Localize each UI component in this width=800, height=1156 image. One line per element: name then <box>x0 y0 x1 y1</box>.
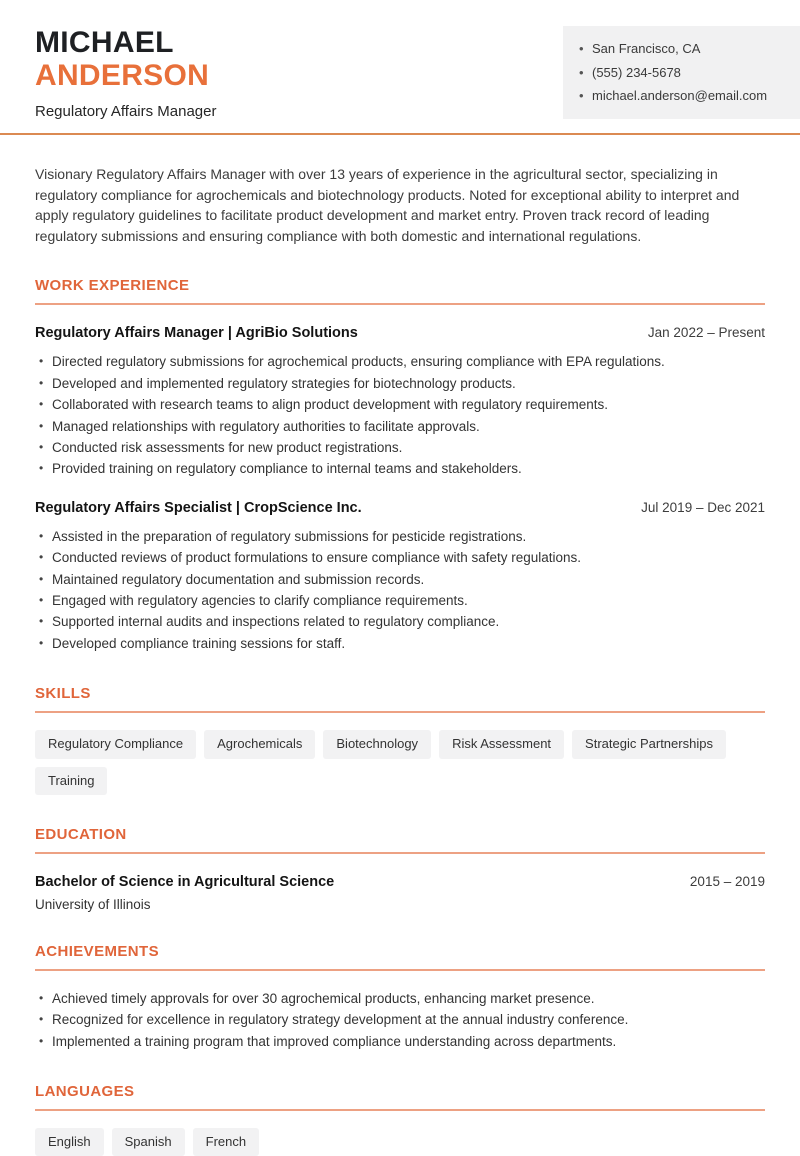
first-name: MICHAEL <box>35 26 174 59</box>
achievement-bullet: • Implemented a training program that improved compliance understanding across departments. <box>35 1031 765 1052</box>
education-degree: Bachelor of Science in Agricultural Science <box>35 873 335 890</box>
contact-list <box>579 37 786 108</box>
skills-title: SKILLS <box>35 685 91 703</box>
skill-chip: Regulatory Compliance <box>35 730 196 758</box>
job-bullet: • Directed regulatory submissions for agrochemical products, ensuring compliance with EPA regulations. <box>35 351 765 372</box>
language-chip: Spanish <box>112 1128 185 1156</box>
job-bullet: • Conducted risk assessments for new product registrations. <box>35 437 765 458</box>
achievements-title: ACHIEVEMENTS <box>35 942 159 960</box>
achievement-bullet: • Recognized for excellence in regulatory strategy development at the annual industry conference. <box>35 1009 765 1030</box>
achievements-list <box>35 988 765 1052</box>
section-achievements <box>35 912 765 1052</box>
summary-paragraph: Visionary Regulatory Affairs Manager with over 13 years of experience in the agricultural sector, specializing in regulatory compliance for agrochemicals and biotechnology products. Noted for exceptional ability to interpret and apply regulatory guidelines to facilitate product development and market entry. Proven track record of leading regulatory submissions and ensuring compliance with both domestic and international regulations. <box>35 166 740 244</box>
skills-chip-row <box>35 730 765 795</box>
section-education <box>35 795 765 912</box>
education-header <box>35 874 765 890</box>
job-dates: Jan 2022 – Present <box>647 325 765 341</box>
job-bullet: • Developed compliance training sessions for staff. <box>35 633 765 654</box>
contact-email: • michael.anderson@email.com <box>579 84 786 108</box>
section-divider <box>35 711 765 713</box>
section-work-experience <box>35 246 765 654</box>
header <box>0 0 800 135</box>
job-bullet: • Conducted reviews of product formulations to ensure compliance with safety regulations. <box>35 547 765 568</box>
job-title-company: Regulatory Affairs Specialist | CropScience Inc. <box>35 499 362 516</box>
section-divider <box>35 303 765 305</box>
skill-chip: Risk Assessment <box>439 730 564 758</box>
work-experience-title: WORK EXPERIENCE <box>35 277 190 295</box>
header-job-title: Regulatory Affairs Manager <box>35 103 217 120</box>
achievement-bullet: • Achieved timely approvals for over 30 agrochemical products, enhancing market presence. <box>35 988 765 1009</box>
skill-chip: Strategic Partnerships <box>572 730 726 758</box>
job-bullet-list <box>35 351 765 479</box>
job-bullet: • Developed and implemented regulatory strategies for biotechnology products. <box>35 373 765 394</box>
skill-chip: Biotechnology <box>323 730 431 758</box>
job-bullet-list <box>35 526 765 654</box>
name-block <box>35 26 217 120</box>
languages-chip-row <box>35 1128 765 1156</box>
job-bullet: • Collaborated with research teams to align product development with regulatory requirements. <box>35 394 765 415</box>
job-bullet: • Supported internal audits and inspections related to regulatory compliance. <box>35 611 765 632</box>
section-divider <box>35 969 765 971</box>
job-bullet: • Assisted in the preparation of regulatory submissions for pesticide registrations. <box>35 526 765 547</box>
job-bullet: • Maintained regulatory documentation and submission records. <box>35 569 765 590</box>
contact-phone: • (555) 234-5678 <box>579 61 786 85</box>
job-entry-1 <box>35 325 765 479</box>
language-chip: French <box>193 1128 259 1156</box>
job-header <box>35 500 765 516</box>
skill-chip: Training <box>35 767 107 795</box>
language-chip: English <box>35 1128 104 1156</box>
contact-card <box>563 26 800 119</box>
last-name: ANDERSON <box>35 59 210 92</box>
job-dates: Jul 2019 – Dec 2021 <box>641 499 765 515</box>
languages-title: LANGUAGES <box>35 1083 135 1101</box>
job-header <box>35 325 765 341</box>
education-dates: 2015 – 2019 <box>689 873 765 889</box>
job-title-company: Regulatory Affairs Manager | AgriBio Solutions <box>35 325 358 342</box>
skill-chip: Agrochemicals <box>204 730 315 758</box>
job-bullet: • Managed relationships with regulatory authorities to facilitate approvals. <box>35 416 765 437</box>
education-school: University of Illinois <box>35 896 151 912</box>
section-skills <box>35 654 765 795</box>
section-divider <box>35 852 765 854</box>
section-divider <box>35 1109 765 1111</box>
contact-location: • San Francisco, CA <box>579 37 786 61</box>
job-entry-2 <box>35 500 765 654</box>
section-languages <box>35 1052 765 1156</box>
job-bullet: • Engaged with regulatory agencies to clarify compliance requirements. <box>35 590 765 611</box>
job-bullet: • Provided training on regulatory compliance to internal teams and stakeholders. <box>35 458 765 479</box>
education-title: EDUCATION <box>35 825 127 843</box>
